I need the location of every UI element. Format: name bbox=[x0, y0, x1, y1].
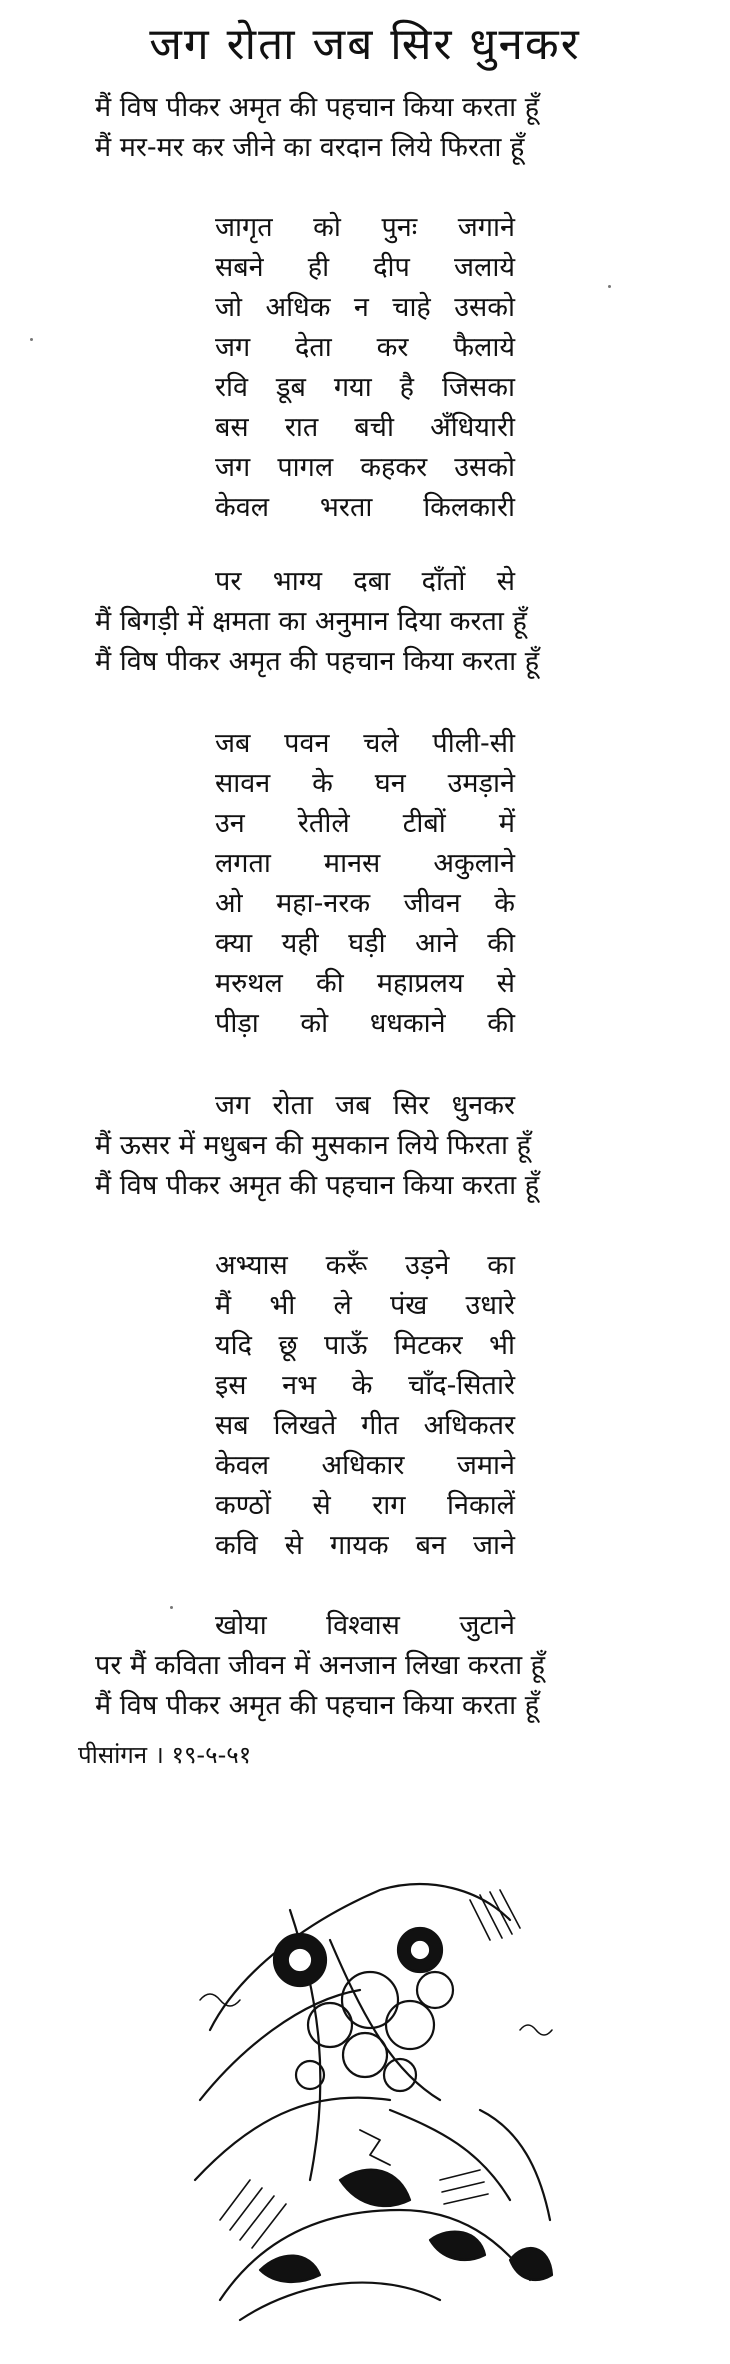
verse-line: जग पागल कहकर उसको bbox=[215, 452, 515, 483]
verse-line: लगता मानस अकुलाने bbox=[215, 848, 515, 879]
verse-line: मरुथल की महाप्रलय से bbox=[215, 968, 515, 999]
verse-line: पीड़ा को धधकाने की bbox=[215, 1008, 515, 1039]
verse-line: अभ्यास करूँ उड़ने का bbox=[215, 1250, 515, 1281]
dateline: पीसांगन । १९-५-५१ bbox=[78, 1741, 252, 1769]
refrain-line: मैं विष पीकर अमृत की पहचान किया करता हूँ bbox=[95, 646, 540, 677]
verse-line: बस रात बची अँधियारी bbox=[215, 412, 515, 443]
verse-line: सावन के घन उमड़ाने bbox=[215, 768, 515, 799]
verse-line: जो अधिक न चाहे उसको bbox=[215, 292, 515, 323]
verse-line: इस नभ के चाँद-सितारे bbox=[215, 1370, 515, 1401]
verse-line: सब लिखते गीत अधिकतर bbox=[215, 1410, 515, 1441]
refrain-line: मैं विष पीकर अमृत की पहचान किया करता हूँ bbox=[95, 1170, 540, 1201]
verse-line: कण्ठों से राग निकालें bbox=[215, 1490, 515, 1521]
bridge-line: खोया विश्वास जुटाने bbox=[215, 1610, 515, 1641]
poem-title: जग रोता जब सिर धुनकर bbox=[149, 19, 581, 70]
verse-line: क्या यही घड़ी आने की bbox=[215, 928, 515, 959]
verse-line: उन रेतीले टीबों में bbox=[215, 808, 515, 839]
verse-line: यदि छू पाऊँ मिटकर भी bbox=[215, 1330, 515, 1361]
refrain-line: मैं विष पीकर अमृत की पहचान किया करता हूँ bbox=[95, 92, 540, 123]
scan-speck bbox=[30, 338, 33, 341]
verse-line: जब पवन चले पीली-सी bbox=[215, 728, 515, 759]
refrain-line: मैं ऊसर में मधुबन की मुसकान लिये फिरता हूँ bbox=[95, 1130, 531, 1161]
verse-line: रवि डूब गया है जिसका bbox=[215, 372, 515, 403]
verse-line: जागृत को पुनः जगाने bbox=[215, 212, 515, 243]
verse-line: सबने ही दीप जलाये bbox=[215, 252, 515, 283]
scan-speck bbox=[170, 1606, 173, 1609]
abstract-ink-sketch-icon bbox=[180, 1880, 580, 2330]
refrain-line: पर मैं कविता जीवन में अनजान लिखा करता हूँ bbox=[95, 1650, 545, 1681]
verse-line: केवल भरता किलकारी bbox=[215, 492, 515, 523]
verse-line: ओ महा-नरक जीवन के bbox=[215, 888, 515, 919]
refrain-line: मैं मर-मर कर जीने का वरदान लिये फिरता हूँ bbox=[95, 132, 525, 163]
verse-line: केवल अधिकार जमाने bbox=[215, 1450, 515, 1481]
bridge-line: जग रोता जब सिर धुनकर bbox=[215, 1090, 515, 1121]
verse-line: कवि से गायक बन जाने bbox=[215, 1530, 515, 1561]
bridge-line: पर भाग्य दबा दाँतों से bbox=[215, 566, 515, 597]
refrain-line: मैं बिगड़ी में क्षमता का अनुमान दिया करता हूँ bbox=[95, 606, 527, 637]
verse-line: मैं भी ले पंख उधारे bbox=[215, 1290, 515, 1321]
refrain-line: मैं विष पीकर अमृत की पहचान किया करता हूँ bbox=[95, 1690, 540, 1721]
verse-line: जग देता कर फैलाये bbox=[215, 332, 515, 363]
scan-speck bbox=[608, 285, 611, 288]
